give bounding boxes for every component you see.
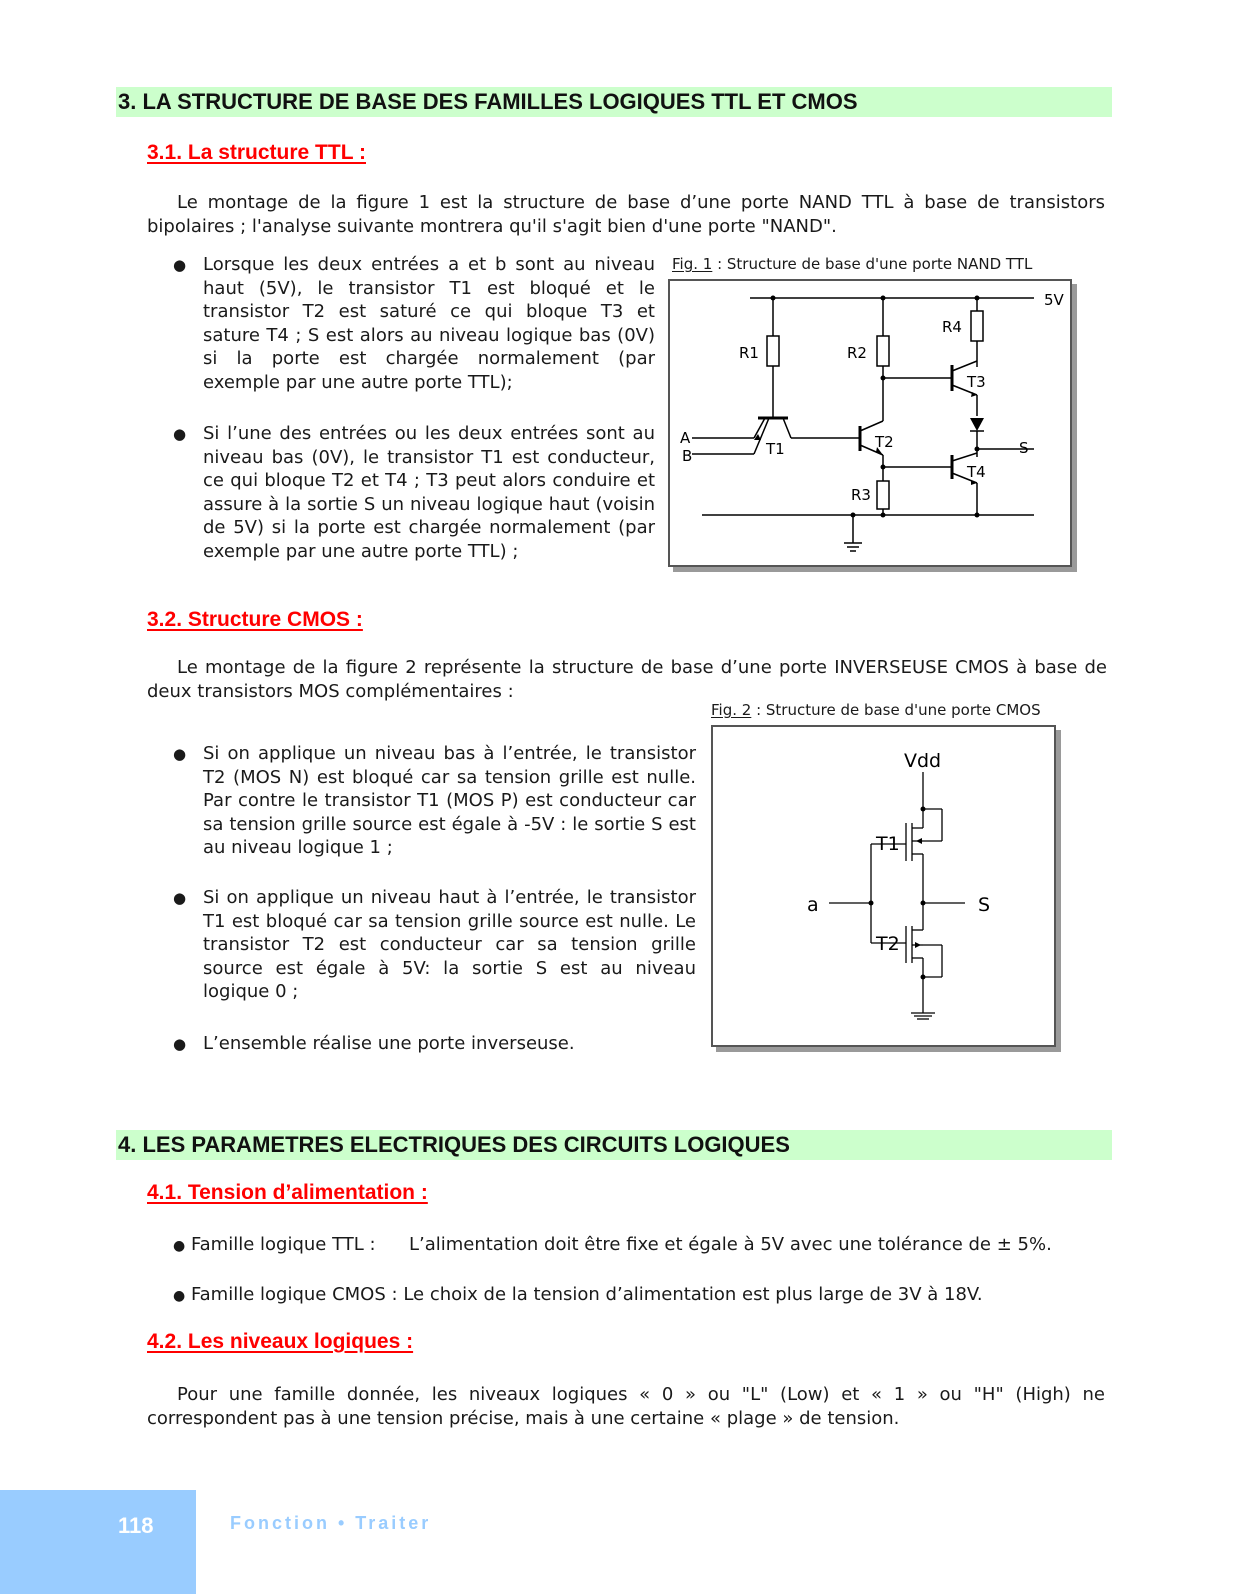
footer-chapter-label: Fonction • Traiter bbox=[230, 1513, 432, 1533]
subsection-3-2-heading: 3.2. Structure CMOS : bbox=[147, 608, 363, 631]
figure-2-caption-text: : Structure de base d'une porte CMOS bbox=[751, 701, 1041, 719]
figure-1-label: Fig. 1 bbox=[672, 255, 713, 273]
page-number: 118 bbox=[118, 1513, 154, 1538]
label-5v: 5V bbox=[1044, 291, 1064, 309]
subsection-4-2-heading: 4.2. Les niveaux logiques : bbox=[147, 1330, 414, 1353]
bullet-icon: ● bbox=[173, 425, 187, 443]
bullet-icon: ● bbox=[173, 745, 187, 763]
label-cmos-t1: T1 bbox=[876, 833, 900, 855]
label-t1: T1 bbox=[766, 440, 785, 458]
bullet-icon: ● bbox=[173, 256, 187, 274]
label-vdd: Vdd bbox=[904, 750, 942, 772]
figure-1-caption-text: : Structure de base d'une porte NAND TTL bbox=[712, 255, 1033, 273]
section-3-heading: 3. LA STRUCTURE DE BASE DES FAMILLES LOGIQUES TTL ET CMOS bbox=[116, 87, 1112, 117]
label-output-s: S bbox=[1019, 439, 1029, 457]
label-t3: T3 bbox=[967, 373, 986, 391]
label-input-b: B bbox=[682, 447, 693, 465]
figure-2-cmos-schematic bbox=[711, 725, 1056, 1047]
supply-item-label: Famille logique TTL : bbox=[190, 1234, 376, 1255]
cmos-bullet-3: L’ensemble réalise une porte inverseuse. bbox=[203, 1033, 575, 1054]
supply-item-label: Famille logique CMOS : bbox=[190, 1284, 398, 1305]
supply-item-text: Le choix de la tension d’alimentation est plus large de 3V à 18V. bbox=[403, 1284, 983, 1305]
ttl-bullet-1: Lorsque les deux entrées a et b sont au niveau haut (5V), le transistor T1 est bloqué et le transistor T2 est saturé ce qui bloque T3 et sature T4 ; S est alors au niveau logique bas (0V) si la porte est chargée normalement (par exemple par une autre porte TTL); bbox=[203, 254, 655, 393]
supply-item-cmos bbox=[173, 1284, 983, 1305]
label-r4: R4 bbox=[942, 318, 962, 336]
bullet-icon: ● bbox=[173, 889, 187, 907]
subsection-3-1-intro: Le montage de la figure 1 est la structure de base d’une porte NAND TTL à base de transistors bipolaires ; l'analyse suivante montrera qu'il s'agit bien d'une porte "NAND". bbox=[147, 192, 1105, 237]
label-r3: R3 bbox=[851, 486, 871, 504]
bullet-icon: ● bbox=[173, 1288, 186, 1304]
cmos-bullet-1: Si on applique un niveau bas à l’entrée, le transistor T2 (MOS N) est bloqué car sa tension grille est nulle. Par contre le transistor T1 (MOS P) est conducteur car sa tension grille source est égale à -5V : le sortie S est au niveau logique 1 ; bbox=[203, 743, 696, 858]
section-4-heading: 4. LES PARAMETRES ELECTRIQUES DES CIRCUITS LOGIQUES bbox=[116, 1130, 1112, 1160]
label-input-a: A bbox=[680, 429, 691, 447]
label-cmos-t2: T2 bbox=[876, 933, 900, 955]
label-r1: R1 bbox=[739, 344, 759, 362]
label-t4: T4 bbox=[967, 463, 986, 481]
label-r2: R2 bbox=[847, 344, 867, 362]
ttl-schematic-svg bbox=[670, 281, 1070, 565]
figure-1-caption bbox=[672, 255, 1032, 273]
subsection-4-1-heading: 4.1. Tension d’alimentation : bbox=[147, 1181, 428, 1204]
bullet-icon: ● bbox=[173, 1238, 186, 1254]
subsection-4-2-intro: Pour une famille donnée, les niveaux logiques « 0 » ou "L" (Low) et « 1 » ou "H" (High) ne correspondent pas à une tension précise, mais à une certaine « plage » de tension. bbox=[147, 1384, 1105, 1429]
footer-page-tab bbox=[0, 1490, 196, 1594]
subsection-3-1-heading: 3.1. La structure TTL : bbox=[147, 141, 366, 164]
subsection-3-2-intro: Le montage de la figure 2 représente la structure de base d’une porte INVERSEUSE CMOS à base de deux transistors MOS complémentaires : bbox=[147, 657, 1107, 702]
label-cmos-input: a bbox=[807, 894, 819, 916]
cmos-schematic-svg bbox=[713, 727, 1054, 1045]
figure-1-ttl-schematic bbox=[668, 279, 1072, 567]
label-t2: T2 bbox=[875, 433, 894, 451]
label-cmos-output: S bbox=[978, 894, 991, 916]
supply-item-text: L’alimentation doit être fixe et égale à 5V avec une tolérance de ± 5%. bbox=[408, 1234, 1052, 1255]
bullet-icon: ● bbox=[173, 1035, 187, 1053]
figure-2-caption bbox=[711, 701, 1041, 719]
cmos-bullet-2: Si on applique un niveau haut à l’entrée, le transistor T1 est bloqué car sa tension grille source est nulle. Le transistor T2 est conducteur car sa tension grille source est égale à 5V: la sortie S est au niveau logique 0 ; bbox=[203, 887, 696, 1002]
figure-2-label: Fig. 2 bbox=[711, 701, 752, 719]
supply-item-ttl bbox=[173, 1234, 1052, 1255]
ttl-bullet-2: Si l’une des entrées ou les deux entrées sont au niveau bas (0V), le transistor T1 est conducteur, ce qui bloque T2 et T4 ; T3 peut alors conduire et assure à la sortie S un niveau logique haut (voisin de 5V) si la porte est chargée normalement (par exemple par une autre porte TTL) ; bbox=[203, 423, 655, 562]
